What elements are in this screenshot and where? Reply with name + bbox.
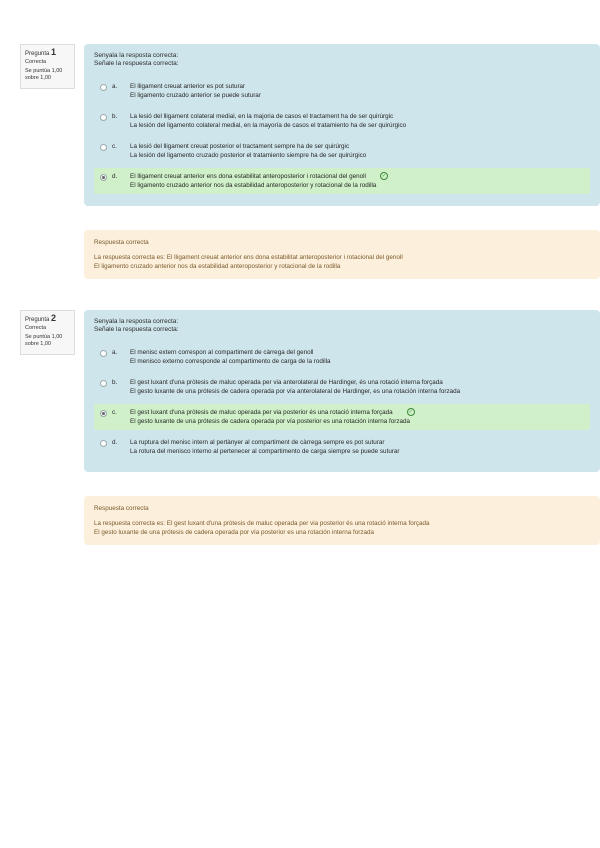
- option-text-es: El gesto luxante de una prótesis de cadera operada por vía anterolateral de Hardinger, es una rotación interna forzada: [130, 388, 461, 395]
- answer-option-c[interactable]: [94, 404, 590, 430]
- radio-button[interactable]: [100, 144, 107, 151]
- option-text-es: La lesión del ligamento cruzado posterior el tratamiento siempre ha de ser quirúrgico: [130, 152, 367, 159]
- radio-button-selected[interactable]: [100, 174, 107, 181]
- radio-button[interactable]: [100, 440, 107, 447]
- answer-option-a[interactable]: [94, 78, 590, 104]
- correct-check-icon: ✓: [381, 173, 387, 180]
- option-text-ca: El gest luxant d'una pròtesis de maluc operada per via anterolateral de Hardinger, és una rotació interna forçada: [130, 379, 443, 386]
- question-state: Correcta: [25, 59, 47, 65]
- option-letter: c.: [112, 143, 117, 150]
- option-text-ca: La ruptura del menisc intern al pertànyer al compartiment de càrrega sempre es pot suturar: [130, 439, 385, 446]
- option-text-es: La rotura del menisco interno al pertenecer al compartimento de carga siempre se puede suturar: [130, 448, 400, 455]
- feedback-answer: La respuesta correcta es: El lligament creuat anterior ens dona estabilitat anteroposterior i rotacional del genoll: [94, 254, 403, 261]
- question-info: [20, 44, 75, 89]
- radio-button[interactable]: [100, 350, 107, 357]
- radio-button-selected[interactable]: [100, 410, 107, 417]
- feedback-panel-2: [84, 496, 600, 545]
- question-content: [84, 44, 600, 206]
- answer-option-b[interactable]: [94, 374, 590, 400]
- question-content: [84, 310, 600, 472]
- answer-option-c[interactable]: [94, 138, 590, 164]
- question-score: Se puntúa 1,00 sobre 1,00: [25, 334, 63, 347]
- option-letter: b.: [112, 113, 118, 120]
- option-text-es: El menisco externo corresponde al compartimento de carga de la rodilla: [130, 358, 331, 365]
- feedback-answer-es: El ligamento cruzado anterior nos da estabilidad anteroposterior y rotacional de la rodilla: [94, 263, 341, 270]
- option-text-ca: El lligament creuat anterior es pot suturar: [130, 83, 246, 90]
- correct-check-icon: ✓: [408, 409, 413, 416]
- option-text-ca: El menisc extern correspon al compartiment de càrrega del genoll: [130, 349, 314, 356]
- option-text-es: El ligamento cruzado anterior nos da estabilidad anteroposterior y rotacional de la rodilla: [130, 182, 377, 189]
- answer-option-b[interactable]: [94, 108, 590, 134]
- question-score: Se puntúa 1,00 sobre 1,00: [25, 68, 63, 81]
- option-text-es: El gesto luxante de una prótesis de cadera operada por vía posterior es una rotación interna forzada: [130, 418, 411, 425]
- question-info: [20, 310, 75, 355]
- question-number: Pregunta 1: [25, 47, 57, 57]
- feedback-answer-es: El gesto luxante de una prótesis de cadera operada por vía posterior es una rotación interna forzada: [94, 529, 375, 536]
- option-text-es: La lesión del ligamento colateral medial, en la mayoría de casos el tratamiento ha de ser quirúrgico: [130, 122, 407, 129]
- question-state: Correcta: [25, 325, 47, 331]
- option-text-ca: El gest luxant d'una pròtesis de maluc operada per via posterior és una rotació interna forçada: [130, 409, 393, 416]
- option-letter: b.: [112, 379, 118, 386]
- feedback-title: Respuesta correcta: [94, 239, 149, 246]
- radio-button[interactable]: [100, 114, 107, 121]
- feedback-title: Respuesta correcta: [94, 505, 149, 512]
- question-prompt: Senyala la resposta correcta: Señale la respuesta correcta:: [94, 52, 179, 67]
- option-text-ca: La lesió del lligament colateral medial, en la majoria de casos el tractament ha de ser quirúrgic: [130, 113, 394, 120]
- option-letter: d.: [112, 173, 118, 180]
- option-letter: d.: [112, 439, 118, 446]
- question-prompt: Senyala la resposta correcta: Señale la respuesta correcta:: [94, 318, 179, 333]
- answer-option-d[interactable]: [94, 168, 590, 194]
- option-text-es: El ligamento cruzado anterior se puede suturar: [130, 92, 261, 99]
- feedback-panel-1: [84, 230, 600, 279]
- option-letter: a.: [112, 83, 118, 90]
- radio-button[interactable]: [100, 84, 107, 91]
- option-text-ca: El lligament creuat anterior ens dona estabilitat anteroposterior i rotacional del genoll: [130, 173, 366, 180]
- answer-option-a[interactable]: [94, 344, 590, 370]
- option-text-ca: La lesió del lligament creuat posterior el tractament sempre ha de ser quirúrgic: [130, 143, 350, 150]
- feedback-answer: La respuesta correcta es: El gest luxant d'una pròtesis de maluc operada per via posterior és una rotació interna forçada: [94, 520, 430, 527]
- question-number: Pregunta 2: [25, 313, 57, 323]
- option-letter: a.: [112, 349, 118, 356]
- answer-option-d[interactable]: [94, 434, 590, 460]
- radio-button[interactable]: [100, 380, 107, 387]
- option-letter: c.: [112, 409, 117, 416]
